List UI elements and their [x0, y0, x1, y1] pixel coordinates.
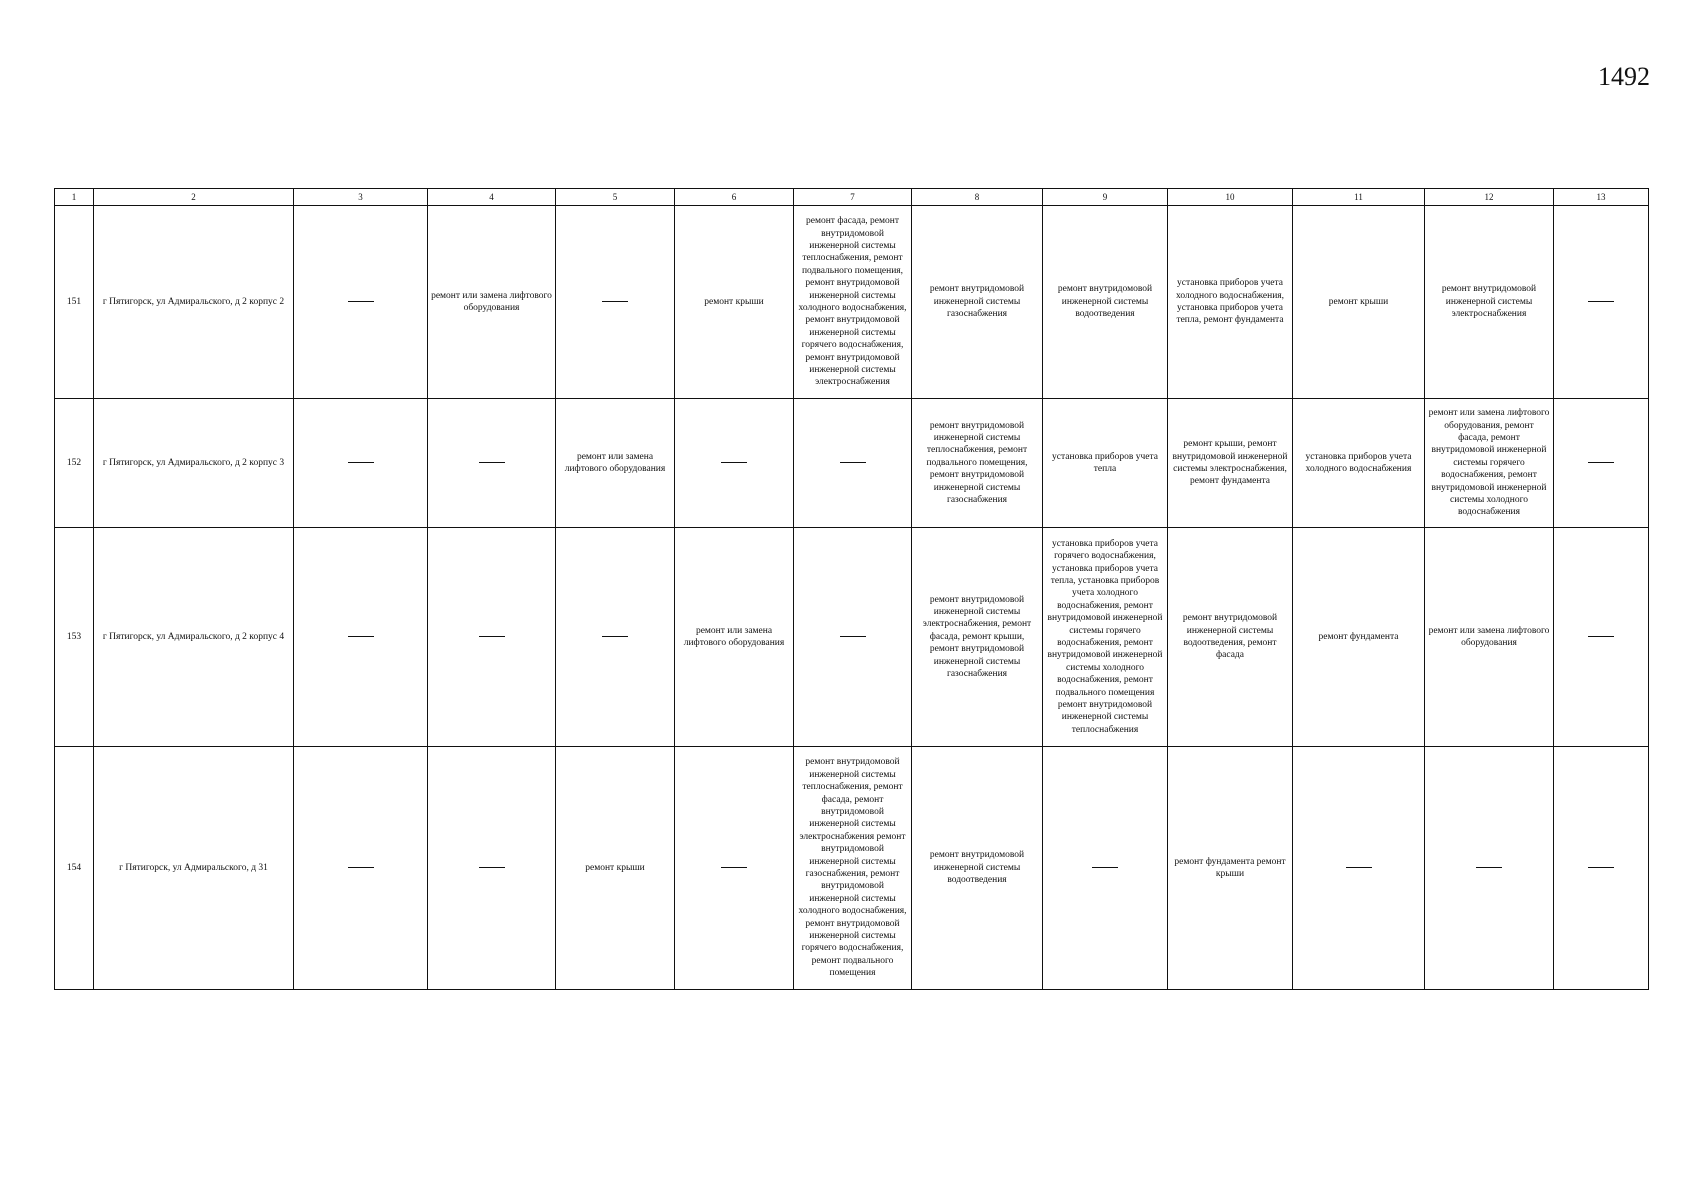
table-cell	[294, 399, 428, 528]
table-cell: ремонт фасада, ремонт внутридомовой инженерной системы теплоснабжения, ремонт подвального помещения, ремонт внутридомовой инженерной системы холодного водоснабжения, ремонт внутридомовой инженерной системы горячего водоснабжения, ремонт внутридомовой инженерной системы электроснабжения	[794, 206, 912, 399]
table-cell: ремонт внутридомовой инженерной системы теплоснабжения, ремонт подвального помещения, ремонт внутридомовой инженерной системы газоснабжения	[912, 399, 1043, 528]
empty-dash	[1476, 867, 1502, 868]
table-cell: ремонт внутридомовой инженерной системы электроснабжения	[1425, 206, 1554, 399]
table-cell	[675, 747, 794, 990]
table-cell	[1425, 747, 1554, 990]
table-cell: ремонт крыши	[1293, 206, 1425, 399]
table-row	[55, 399, 1649, 528]
table-cell: ремонт или замена лифтового оборудования	[1425, 528, 1554, 747]
table-cell	[1554, 399, 1649, 528]
empty-dash	[348, 867, 374, 868]
address-cell: г Пятигорск, ул Адмиральского, д 2 корпус 2	[94, 206, 294, 399]
table-cell: ремонт внутридомовой инженерной системы теплоснабжения, ремонт фасада, ремонт внутридомовой инженерной системы электроснабжения ремонт внутридомовой инженерной системы газоснабжения, ремонт внутридомовой инженерной системы холодного водоснабжения, ремонт внутридомовой инженерной системы горячего водоснабжения, ремонт подвального помещения	[794, 747, 912, 990]
table-row	[55, 206, 1649, 399]
empty-dash	[602, 301, 628, 302]
table-cell: ремонт крыши	[675, 206, 794, 399]
table-cell	[1554, 528, 1649, 747]
empty-dash	[479, 636, 505, 637]
empty-dash	[1588, 636, 1614, 637]
table-cell	[294, 206, 428, 399]
table-cell: установка приборов учета горячего водоснабжения, установка приборов учета тепла, установка приборов учета холодного водоснабжения, ремонт внутридомовой инженерной системы горячего водоснабжения, ремонт внутридомовой инженерной системы холодного водоснабжения, ремонт подвального помещения ремонт внутридомовой инженерной системы теплоснабжения	[1043, 528, 1168, 747]
address-cell: г Пятигорск, ул Адмиральского, д 31	[94, 747, 294, 990]
table-cell	[1043, 747, 1168, 990]
table-cell: ремонт или замена лифтового оборудования	[556, 399, 675, 528]
row-number: 152	[55, 399, 94, 528]
column-header: 11	[1293, 189, 1425, 206]
empty-dash	[1588, 462, 1614, 463]
page-number: 1492	[1598, 62, 1650, 91]
table-cell	[294, 747, 428, 990]
empty-dash	[1092, 867, 1118, 868]
empty-dash	[721, 462, 747, 463]
column-header: 5	[556, 189, 675, 206]
column-header: 4	[428, 189, 556, 206]
empty-dash	[602, 636, 628, 637]
table-cell	[428, 528, 556, 747]
table-cell: ремонт крыши	[556, 747, 675, 990]
column-header: 6	[675, 189, 794, 206]
table-cell	[428, 747, 556, 990]
table-cell	[794, 528, 912, 747]
row-number: 153	[55, 528, 94, 747]
table-cell: установка приборов учета тепла	[1043, 399, 1168, 528]
column-header: 12	[1425, 189, 1554, 206]
row-number: 154	[55, 747, 94, 990]
column-header: 9	[1043, 189, 1168, 206]
column-header: 3	[294, 189, 428, 206]
table-cell	[675, 399, 794, 528]
table-cell: ремонт внутридомовой инженерной системы электроснабжения, ремонт фасада, ремонт крыши, ремонт внутридомовой инженерной системы газоснабжения	[912, 528, 1043, 747]
table-cell: установка приборов учета холодного водоснабжения, установка приборов учета тепла, ремонт фундамента	[1168, 206, 1293, 399]
table-cell	[794, 399, 912, 528]
table-cell	[1554, 206, 1649, 399]
row-number: 151	[55, 206, 94, 399]
column-header: 8	[912, 189, 1043, 206]
table-cell: ремонт внутридомовой инженерной системы водоотведения	[912, 747, 1043, 990]
table-cell: ремонт крыши, ремонт внутридомовой инженерной системы электроснабжения, ремонт фундамента	[1168, 399, 1293, 528]
table-cell	[1293, 747, 1425, 990]
table-cell: установка приборов учета холодного водоснабжения	[1293, 399, 1425, 528]
empty-dash	[1346, 867, 1372, 868]
empty-dash	[348, 301, 374, 302]
table-cell	[1554, 747, 1649, 990]
table-cell	[556, 528, 675, 747]
table-row	[55, 528, 1649, 747]
table-cell	[428, 399, 556, 528]
empty-dash	[840, 636, 866, 637]
table-cell: ремонт фундамента	[1293, 528, 1425, 747]
empty-dash	[479, 462, 505, 463]
table-cell: ремонт внутридомовой инженерной системы водоотведения	[1043, 206, 1168, 399]
empty-dash	[348, 636, 374, 637]
table-cell: ремонт фундамента ремонт крыши	[1168, 747, 1293, 990]
table-cell: ремонт или замена лифтового оборудования	[675, 528, 794, 747]
address-cell: г Пятигорск, ул Адмиральского, д 2 корпус 4	[94, 528, 294, 747]
table-cell	[556, 206, 675, 399]
column-header: 7	[794, 189, 912, 206]
address-cell: г Пятигорск, ул Адмиральского, д 2 корпус 3	[94, 399, 294, 528]
empty-dash	[721, 867, 747, 868]
column-header: 13	[1554, 189, 1649, 206]
empty-dash	[479, 867, 505, 868]
table-cell	[294, 528, 428, 747]
empty-dash	[1588, 301, 1614, 302]
column-header: 10	[1168, 189, 1293, 206]
table-cell: ремонт внутридомовой инженерной системы газоснабжения	[912, 206, 1043, 399]
empty-dash	[348, 462, 374, 463]
empty-dash	[1588, 867, 1614, 868]
column-header: 2	[94, 189, 294, 206]
table-row	[55, 747, 1649, 990]
table-cell: ремонт или замена лифтового оборудования	[428, 206, 556, 399]
table-cell: ремонт внутридомовой инженерной системы водоотведения, ремонт фасада	[1168, 528, 1293, 747]
empty-dash	[840, 462, 866, 463]
column-number-row	[55, 189, 1649, 206]
repair-schedule-table	[54, 188, 1649, 990]
table-cell: ремонт или замена лифтового оборудования, ремонт фасада, ремонт внутридомовой инженерной системы горячего водоснабжения, ремонт внутридомовой инженерной системы холодного водоснабжения	[1425, 399, 1554, 528]
column-header: 1	[55, 189, 94, 206]
